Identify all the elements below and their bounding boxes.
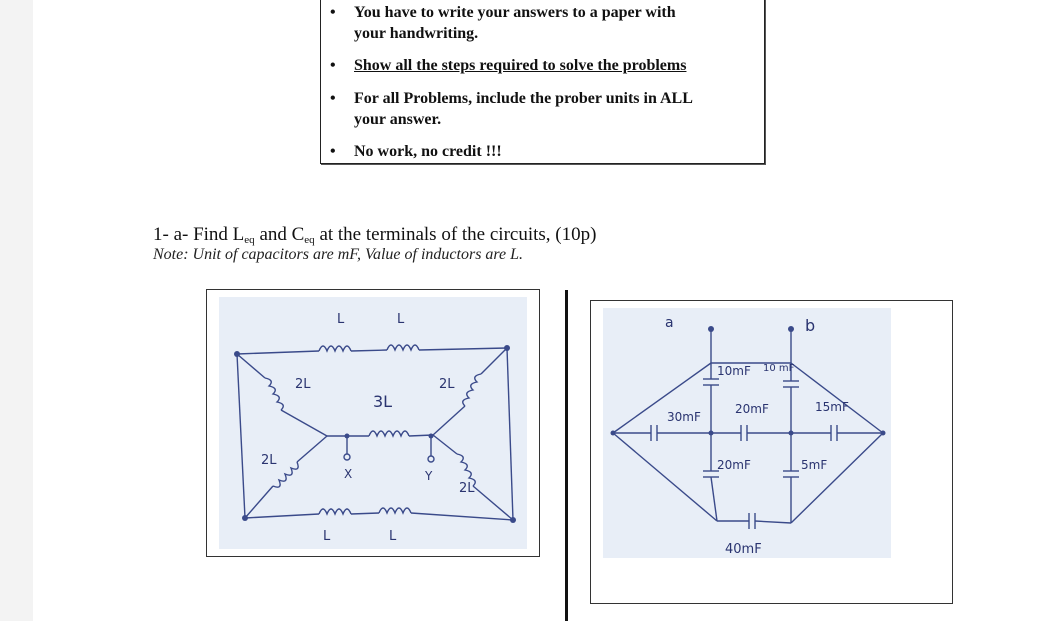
label-c20-bottom: 20mF: [717, 458, 751, 472]
instruction-line: your handwriting.: [354, 25, 479, 42]
label-c20-top: 20mF: [735, 402, 769, 416]
label-terminal-b: b: [805, 316, 816, 335]
instruction-line: You have to write your answers to a paper with: [354, 4, 676, 21]
bullet: •: [330, 90, 336, 107]
figure-divider: [565, 290, 568, 621]
label-center-3l: 3L: [373, 392, 393, 411]
inductor-circuit-figure: [206, 289, 540, 557]
instruction-line: No work, no credit !!!: [354, 143, 502, 160]
label-terminal-y: Y: [425, 469, 433, 483]
label-right-upper-2l: 2L: [439, 377, 455, 392]
bullet: •: [330, 57, 336, 74]
instruction-line: Show all the steps required to solve the problems: [354, 57, 687, 74]
label-c10-right: 10 mF: [763, 363, 795, 374]
label-c5: 5mF: [801, 458, 828, 472]
label-right-lower-2l: 2L: [459, 481, 475, 496]
label-terminal-x: X: [344, 467, 353, 481]
bullet: •: [330, 143, 336, 160]
question-title: 1- a- Find $L_{eq}$ and $C_{eq}$ at the terminals of the circuits, (10p): [153, 224, 597, 246]
label-bottom-right-l: L: [389, 529, 397, 544]
label-c40: 40mF: [725, 542, 762, 557]
question-note: Note: Unit of capacitors are mF, Value of inductors are L.: [153, 246, 524, 263]
label-c15: 15mF: [815, 400, 849, 414]
bullet: •: [330, 4, 336, 21]
capacitor-circuit-diagram: [591, 301, 952, 603]
label-c30: 30mF: [667, 410, 701, 424]
instruction-line: For all Problems, include the prober units in ALL: [354, 90, 693, 107]
label-bottom-left-l: L: [323, 529, 331, 544]
label-c10-left: 10mF: [717, 364, 751, 378]
label-terminal-a: a: [665, 315, 674, 331]
inductor-circuit-diagram: [207, 290, 539, 556]
instructions-box: [320, 0, 765, 164]
label-left-upper-2l: 2L: [295, 377, 311, 392]
label-top-right-l: L: [397, 312, 405, 327]
capacitor-circuit-figure: [590, 300, 953, 604]
label-left-lower-2l: 2L: [261, 453, 277, 468]
instruction-line: your answer.: [354, 111, 442, 128]
label-top-left-l: L: [337, 312, 345, 327]
